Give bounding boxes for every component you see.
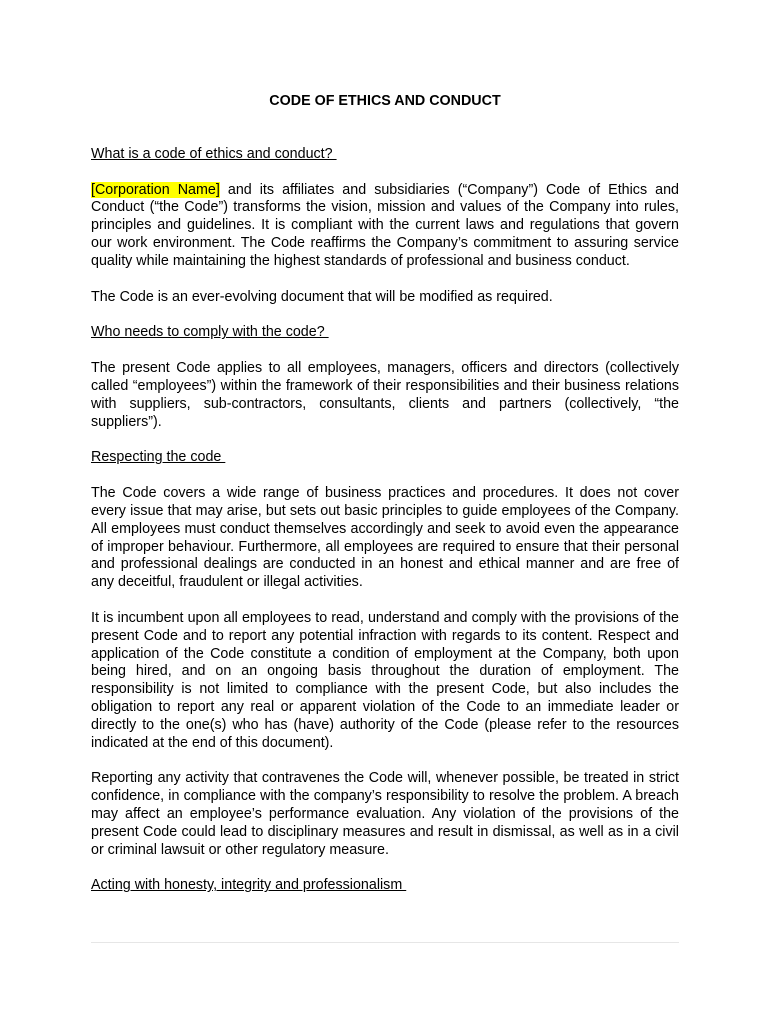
paragraph-reporting: Reporting any activity that contravenes the Code will, whenever possible, be treated in strict confidence, in compliance with the company’s responsibility to resolve the problem. A breach may affect an employee’s performance evaluation. Any violation of the provisions of the present Code could lead to disciplinary measures and result in dismissal, as well as in a civil or criminal lawsuit or other regulatory measure. xyxy=(91,770,679,858)
corporation-name-placeholder: [Corporation Name] xyxy=(91,181,220,198)
section-heading-who-complies: Who needs to comply with the code? xyxy=(91,324,329,341)
paragraph-applies: The present Code applies to all employees, managers, officers and directors (collectively called “employees”) within the framework of their responsibilities and their business relations with suppliers, sub-contractors, consultants, clients and partners (collectively, “the suppliers”). xyxy=(91,360,679,430)
paragraph-intro-text: and its affiliates and subsidiaries (“Company”) Code of Ethics and Conduct (“the Code”) transforms the vision, mission and values of the Company into rules, principles and guidelines. It is compliant with the current laws and regulations that govern our work environment. The Code reaffirms the Company’s commitment to assuring service quality while maintaining the highest standards of professional and business conduct. xyxy=(91,181,679,269)
paragraph-practices: The Code covers a wide range of business practices and procedures. It does not cover every issue that may arise, but sets out basic principles to guide employees of the Company. All employees must conduct themselves accordingly and seek to avoid even the appearance of improper behaviour. Furthermore, all employees are required to ensure that their personal and professional dealings are conducted in an honest and ethical manner and are free of any deceitful, fraudulent or illegal activities. xyxy=(91,485,679,591)
section-heading-respecting: Respecting the code xyxy=(91,449,226,466)
section-heading-honesty: Acting with honesty, integrity and professionalism xyxy=(91,877,407,894)
paragraph-evolving: The Code is an ever-evolving document that will be modified as required. xyxy=(91,288,553,305)
paragraph-intro xyxy=(91,182,679,271)
document-body xyxy=(91,93,679,913)
document-title: CODE OF ETHICS AND CONDUCT xyxy=(269,93,501,109)
page-divider xyxy=(91,942,679,943)
paragraph-incumbent: It is incumbent upon all employees to read, understand and comply with the provisions of the present Code and to report any potential infraction with regards to its content. Respect and application of the Code constitute a condition of employment at the Company, both upon being hired, and on an ongoing basis throughout the duration of employment. The responsibility is not limited to compliance with the present Code, but also includes the obligation to report any real or apparent violation of the Code to an immediate leader or directly to the one(s) who has (have) authority of the Code (please refer to the resources indicated at the end of this document). xyxy=(91,609,679,751)
section-heading-what-is: What is a code of ethics and conduct? xyxy=(91,145,337,162)
